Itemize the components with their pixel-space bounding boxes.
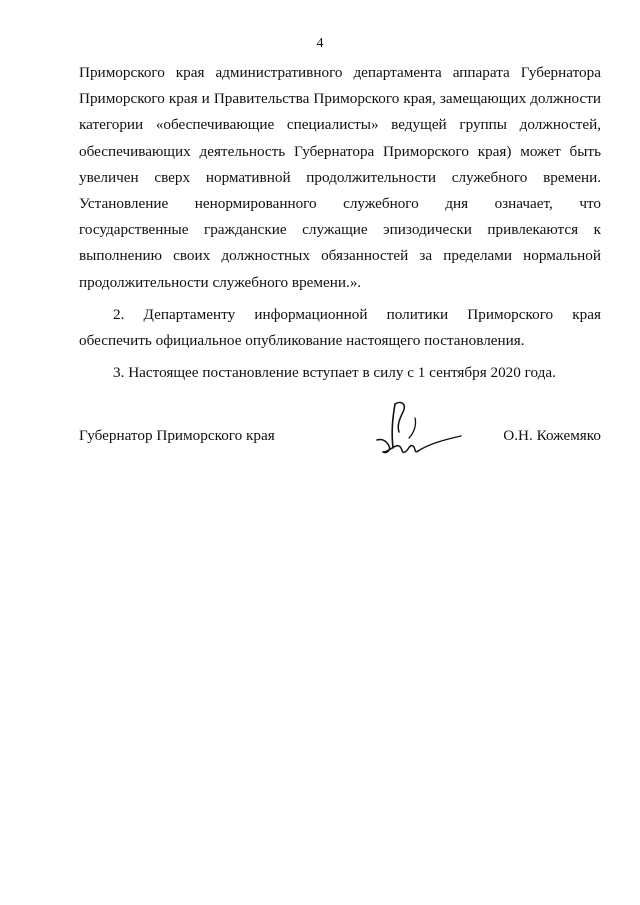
signature-block <box>79 424 601 454</box>
text-line: продолжительности служебного времени.». <box>79 273 362 291</box>
text-line: государственные гражданские служащие эпизодически привлекаются к <box>79 221 601 239</box>
text-line: Приморского края административного департамента аппарата Губернатора <box>79 64 601 81</box>
paragraph-2 <box>79 302 601 354</box>
text-line: 3. Настоящее постановление вступает в силу с 1 сентября 2020 года. <box>113 364 556 382</box>
paragraph-3 <box>79 360 601 386</box>
signatory-title: Губернатор Приморского края <box>79 427 275 444</box>
text-line: Установление ненормированного служебного дня означает, что <box>79 195 601 213</box>
text-line: категории «обеспечивающие специалисты» ведущей группы должностей, <box>79 116 601 134</box>
text-line: Приморского края и Правительства Приморского края, замещающих должности <box>79 90 601 108</box>
paragraph-1 <box>79 60 601 296</box>
text-line: обеспечивающих деятельность Губернатора Приморского края) может быть <box>79 142 601 160</box>
text-line: увеличен сверх нормативной продолжительности служебного времени. <box>79 168 601 186</box>
text-line: выполнению своих должностных обязанностей за пределами нормальной <box>79 247 601 265</box>
document-body <box>79 60 601 386</box>
handwritten-signature <box>369 396 469 466</box>
text-line: 2. Департаменту информационной политики Приморского края <box>113 305 601 323</box>
text-line: обеспечить официальное опубликование настоящего постановления. <box>79 332 525 350</box>
signatory-name: О.Н. Кожемяко <box>503 427 601 444</box>
page-number: 4 <box>316 36 324 51</box>
